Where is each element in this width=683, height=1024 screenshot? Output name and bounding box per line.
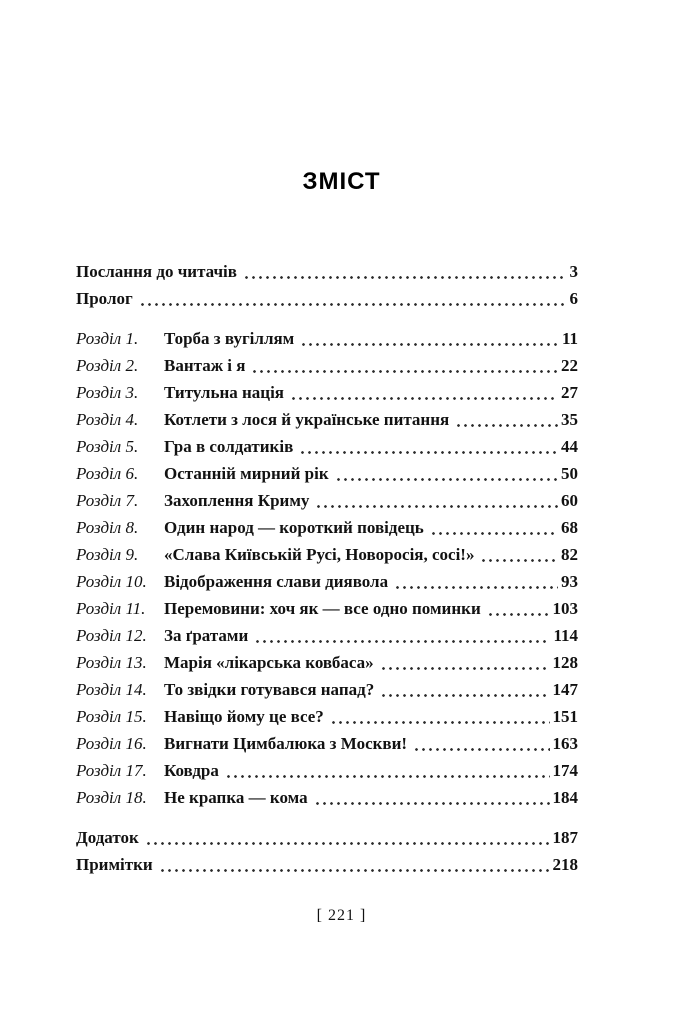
toc-entry [76, 285, 578, 312]
toc-entry [76, 622, 578, 649]
entry-page-number: 103 [552, 599, 578, 618]
entry-page-number: 60 [561, 491, 578, 510]
dot-leader [298, 325, 559, 352]
toc-entry [76, 824, 578, 851]
chapter-label: Розділ 14. [76, 680, 147, 699]
entry-title: Пролог [76, 289, 133, 308]
entry-title: Вантаж і я [164, 356, 246, 375]
dot-leader [223, 757, 550, 784]
entry-title: Гра в солдатиків [164, 437, 294, 456]
entry-title: Примітки [76, 855, 153, 874]
entry-title: То звідки готувався напад? [164, 680, 375, 699]
entry-page-number: 82 [561, 545, 578, 564]
toc-entry [76, 595, 578, 622]
entry-page-number: 114 [553, 626, 578, 645]
chapter-label: Розділ 1. [76, 329, 139, 348]
toc-entry [76, 541, 578, 568]
toc-entry [76, 487, 578, 514]
dot-leader [333, 460, 558, 487]
toc-entry [76, 730, 578, 757]
entry-title: Не крапка — кома [164, 788, 308, 807]
entry-page-number: 147 [552, 680, 578, 699]
chapter-label: Розділ 16. [76, 734, 147, 753]
entry-page-number: 187 [552, 828, 578, 847]
entry-page-number: 68 [561, 518, 578, 537]
entry-page-number: 6 [569, 289, 578, 308]
toc-entry [76, 703, 578, 730]
dot-leader [157, 851, 550, 878]
entry-title: Вигнати Цимбалюка з Москви! [164, 734, 408, 753]
toc-entry [76, 325, 578, 352]
entry-page-number: 27 [561, 383, 578, 402]
chapter-label: Розділ 12. [76, 626, 147, 645]
chapter-label: Розділ 7. [76, 491, 139, 510]
chapter-label: Розділ 15. [76, 707, 147, 726]
dot-leader [249, 352, 558, 379]
page-title: ЗМІСТ [302, 168, 381, 195]
toc-entry [76, 649, 578, 676]
entry-title: Відображення слави диявола [164, 572, 389, 591]
chapter-label: Розділ 10. [76, 572, 147, 591]
chapter-label: Розділ 2. [76, 356, 139, 375]
entry-title: Торба з вугіллям [164, 329, 295, 348]
dot-leader [378, 676, 549, 703]
dot-leader [428, 514, 558, 541]
chapter-label: Розділ 3. [76, 383, 139, 402]
entry-title: Послання до читачів [76, 262, 237, 281]
toc-list [76, 258, 578, 878]
chapter-label: Розділ 17. [76, 761, 147, 780]
entry-title: Ковдра [164, 761, 219, 780]
dot-leader [312, 784, 550, 811]
toc-entry [76, 784, 578, 811]
chapter-label: Розділ 18. [76, 788, 147, 807]
entry-page-number: 184 [552, 788, 578, 807]
entry-title: За ґратами [164, 626, 249, 645]
toc-entry [76, 433, 578, 460]
chapter-label: Розділ 5. [76, 437, 139, 456]
dot-leader [143, 824, 550, 851]
chapter-label: Розділ 6. [76, 464, 139, 483]
dot-leader [252, 622, 550, 649]
dot-leader [411, 730, 549, 757]
entry-page-number: 218 [552, 855, 578, 874]
entry-page-number: 128 [552, 653, 578, 672]
toc-entry [76, 406, 578, 433]
entry-title: Захоплення Криму [164, 491, 310, 510]
dot-leader [137, 285, 567, 312]
dot-leader [288, 379, 558, 406]
dot-leader [378, 649, 550, 676]
entry-page-number: 163 [552, 734, 578, 753]
dot-leader [478, 541, 558, 568]
entry-page-number: 151 [552, 707, 578, 726]
entry-title: Навіщо йому це все? [164, 707, 324, 726]
chapter-label: Розділ 4. [76, 410, 139, 429]
page-number-footer: [ 221 ] [316, 907, 367, 924]
dot-leader [241, 258, 567, 285]
entry-page-number: 93 [561, 572, 578, 591]
dot-leader [453, 406, 558, 433]
toc-entry [76, 352, 578, 379]
toc-group [76, 258, 578, 312]
dot-leader [485, 595, 550, 622]
toc-entry [76, 460, 578, 487]
toc-entry [76, 676, 578, 703]
entry-page-number: 22 [561, 356, 578, 375]
chapter-label: Розділ 9. [76, 545, 139, 564]
entry-page-number: 174 [552, 761, 578, 780]
toc-entry [76, 757, 578, 784]
chapter-label: Розділ 11. [76, 599, 146, 618]
toc-entry [76, 851, 578, 878]
entry-page-number: 50 [561, 464, 578, 483]
toc-group [76, 824, 578, 878]
dot-leader [313, 487, 558, 514]
entry-title: Перемовини: хоч як — все одно поминки [164, 599, 481, 618]
entry-title: «Слава Київській Русі, Новоросія, сосі!» [164, 545, 475, 564]
toc-entry [76, 514, 578, 541]
chapter-label: Розділ 13. [76, 653, 147, 672]
entry-title: Останній мирний рік [164, 464, 329, 483]
entry-title: Один народ — короткий повідець [164, 518, 424, 537]
entry-title: Додаток [76, 828, 139, 847]
toc-entry [76, 379, 578, 406]
entry-title: Марія «лікарська ковбаса» [164, 653, 374, 672]
entry-title: Котлети з лося й українське питання [164, 410, 450, 429]
dot-leader [297, 433, 558, 460]
entry-page-number: 3 [569, 262, 578, 281]
entry-page-number: 35 [561, 410, 578, 429]
entry-page-number: 11 [561, 329, 578, 348]
dot-leader [392, 568, 558, 595]
entry-title: Титульна нація [164, 383, 284, 402]
entry-page-number: 44 [561, 437, 578, 456]
toc-group [76, 325, 578, 811]
chapter-label: Розділ 8. [76, 518, 139, 537]
dot-leader [328, 703, 550, 730]
toc-entry [76, 258, 578, 285]
toc-entry [76, 568, 578, 595]
